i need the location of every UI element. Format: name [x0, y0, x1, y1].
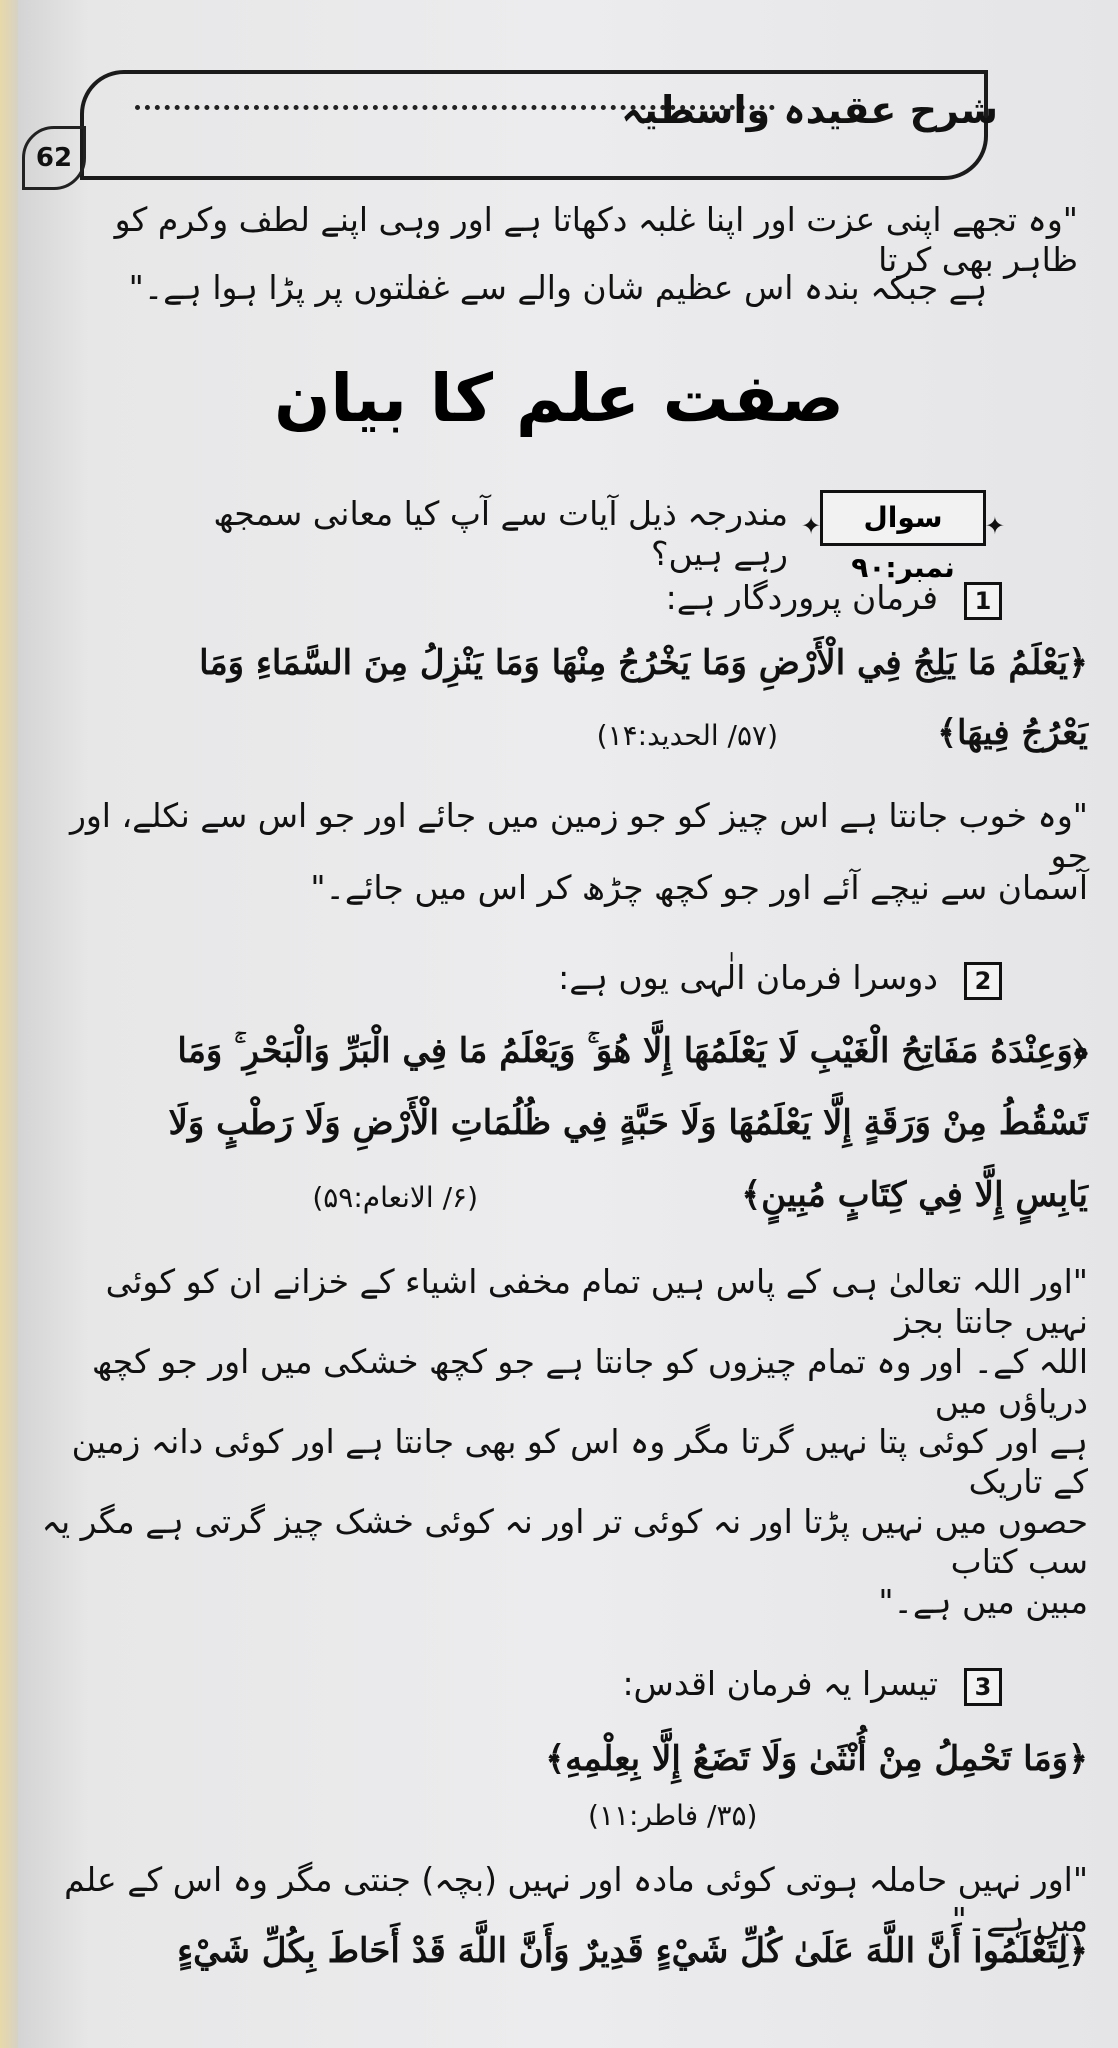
page-number: 62	[22, 126, 86, 190]
next-verse-line: ﴿لِتَعْلَمُوا أَنَّ اللَّهَ عَلَىٰ كُلِّ شَيْءٍ قَدِيرٌ وَأَنَّ اللَّهَ قَدْ أَحَاطَ بِكُلِّ شَيْءٍ	[177, 1931, 1088, 1971]
item-1-translation-line-1: "وہ خوب جانتا ہے اس چیز کو جو زمین میں جائے اور جو اس سے نکلے، اور جو	[69, 796, 1088, 875]
item-2-reference: (۶/ الانعام:۵۹)	[312, 1181, 478, 1214]
item-2-verse-line-3: يَابِسٍ إِلَّا فِي كِتَابٍ مُبِينٍ﴾	[741, 1175, 1088, 1215]
item-3-reference: (۳۵/ فاطر:۱۱)	[588, 1799, 758, 1832]
item-1-intro: فرمان پروردگار ہے:	[665, 578, 938, 617]
item-2-verse-line-1: ﴿وَعِنْدَهُ مَفَاتِحُ الْغَيْبِ لَا يَعْلَمُهَا إِلَّا هُوَ ۚ وَيَعْلَمُ مَا فِي الْبَرِّ وَالْبَحْرِ ۚ وَمَا	[177, 1031, 1088, 1071]
item-2-translation-line-4: حصوں میں نہیں پڑتا اور نہ کوئی تر اور نہ کوئی خشک چیز گرتی ہے مگر یہ سب کتاب	[41, 1502, 1088, 1581]
section-heading: صفت علم کا بیان	[274, 360, 844, 437]
item-2-verse-line-2: تَسْقُطُ مِنْ وَرَقَةٍ إِلَّا يَعْلَمُهَا وَلَا حَبَّةٍ فِي ظُلُمَاتِ الْأَرْضِ وَلَا رَطْبٍ وَلَا	[168, 1103, 1088, 1143]
question-number-badge: ✦ سوال نمبر:۹۰ ✦	[820, 490, 986, 546]
item-2-translation-line-2: اللہ کے۔ اور وہ تمام چیزوں کو جانتا ہے جو کچھ خشکی میں اور جو کچھ دریاؤں میں	[91, 1342, 1088, 1421]
item-1-reference: (۵۷/ الحدید:۱۴)	[596, 719, 778, 752]
item-2-translation-line-1: "اور اللہ تعالیٰ ہی کے پاس ہیں تمام مخفی اشیاء کے خزانے ان کو کوئی نہیں جانتا بجز	[105, 1262, 1088, 1341]
item-2-translation-line-5: مبین میں ہے۔"	[878, 1582, 1088, 1621]
item-number-1: 1	[964, 582, 1002, 620]
book-title: شرح عقیدہ واسطیہ	[621, 88, 998, 132]
item-1-verse-line-2: يَعْرُجُ فِيهَا﴾	[937, 713, 1088, 753]
question-text: مندرجہ ذیل آیات سے آپ کیا معانی سمجھ رہے ہیں؟	[213, 494, 788, 573]
item-3-intro: تیسرا یہ فرمان اقدس:	[622, 1664, 938, 1703]
item-1-translation-line-2: آسمان سے نیچے آئے اور جو کچھ چڑھ کر اس میں جائے۔"	[310, 868, 1088, 907]
item-3-translation-line-1: "اور نہیں حاملہ ہوتی کوئی مادہ اور نہیں (بچہ) جنتی مگر وہ اس کے علم میں ہے۔"	[64, 1860, 1088, 1939]
item-number-3: 3	[964, 1668, 1002, 1706]
item-number-2: 2	[964, 962, 1002, 1000]
item-2-translation-line-3: ہے اور کوئی پتا نہیں گرتا مگر وہ اس کو بھی جانتا ہے اور کوئی دانہ زمین کے تاریک	[71, 1422, 1088, 1501]
intro-line-2: ہے جبکہ بندہ اس عظیم شان والے سے غفلتوں پر پڑا ہوا ہے۔"	[128, 268, 988, 307]
intro-line-1: "وہ تجھے اپنی عزت اور اپنا غلبہ دکھاتا ہے اور وہی اپنے لطف وکرم کو ظاہر بھی کرتا	[114, 200, 1078, 279]
item-3-verse-line-1: ﴿وَمَا تَحْمِلُ مِنْ أُنْثَىٰ وَلَا تَضَعُ إِلَّا بِعِلْمِهِ﴾	[545, 1739, 1088, 1779]
item-2-intro: دوسرا فرمان الٰہی یوں ہے:	[558, 958, 938, 997]
item-1-verse-line-1: ﴿يَعْلَمُ مَا يَلِجُ فِي الْأَرْضِ وَمَا يَخْرُجُ مِنْهَا وَمَا يَنْزِلُ مِنَ السَّمَاءِ وَمَا	[199, 643, 1088, 683]
page-binding-edge	[0, 0, 18, 2048]
